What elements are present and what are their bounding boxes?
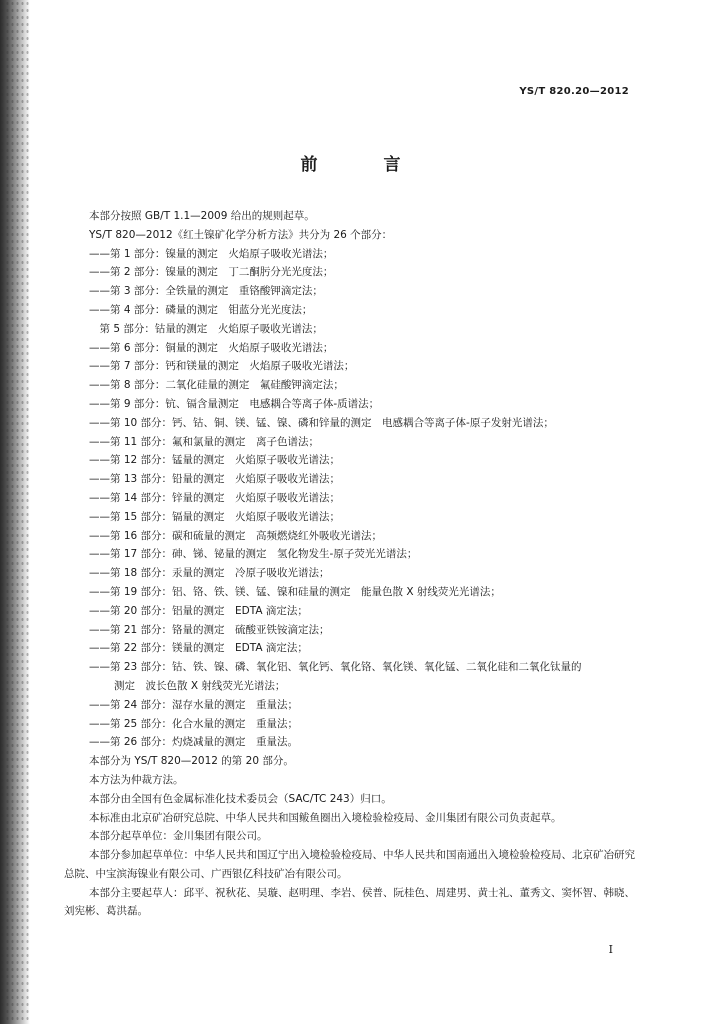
page-title: 前 言 bbox=[300, 155, 431, 175]
list-item: ——第 9 部分：钪、镉含量测定 电感耦合等离子体-质谱法； bbox=[89, 397, 380, 410]
list-item: ——第 16 部分：碳和硫量的测定 高频燃烧红外吸收光谱法； bbox=[89, 529, 383, 542]
list-item: ——第 7 部分：钙和镁量的测定 火焰原子吸收光谱法； bbox=[89, 360, 355, 373]
page-number: I bbox=[608, 943, 613, 956]
list-item: ——第 19 部分：铝、铬、铁、镁、锰、镍和硅量的测定 能量色散 X 射线荧光光谱法； bbox=[89, 585, 501, 598]
list-item: ——第 2 部分：镍量的测定 丁二酮肟分光光度法； bbox=[89, 266, 334, 279]
paragraph: 本方法为仲裁方法。 bbox=[89, 773, 184, 786]
document-body bbox=[64, 207, 637, 921]
list-item: ——第 4 部分：磷量的测定 钼蓝分光光度法； bbox=[89, 303, 313, 316]
paragraph: 本部分起草单位：金川集团有限公司。 bbox=[89, 830, 268, 843]
list-item: ——第 11 部分：氟和氯量的测定 离子色谱法； bbox=[89, 435, 320, 448]
list-item: ——第 20 部分：铝量的测定 EDTA 滴定法； bbox=[89, 604, 308, 617]
paragraph: 本部分由全国有色金属标准化技术委员会（SAC/TC 243）归口。 bbox=[89, 792, 392, 805]
paragraph: 本部分为 YS/T 820—2012 的第 20 部分。 bbox=[89, 755, 294, 768]
list-item: ——第 25 部分：化合水量的测定 重量法； bbox=[89, 717, 299, 730]
list-item: ——第 6 部分：铜量的测定 火焰原子吸收光谱法； bbox=[89, 341, 334, 354]
list-item: ——第 21 部分：铬量的测定 硫酸亚铁铵滴定法； bbox=[89, 623, 330, 636]
list-item: ——第 23 部分：钴、铁、镍、磷、氧化铝、氧化钙、氧化铬、氧化镁、氧化锰、二氧化硅和二氧化钛量的 bbox=[89, 661, 582, 674]
paragraph: 本部分按照 GB/T 1.1—2009 给出的规则起草。 bbox=[89, 210, 315, 222]
list-item: ——第 8 部分：二氧化硅量的测定 氟硅酸钾滴定法； bbox=[89, 379, 344, 392]
list-item: ——第 14 部分：锌量的测定 火焰原子吸收光谱法； bbox=[89, 491, 341, 504]
list-item: ——第 3 部分：全铁量的测定 重铬酸钾滴定法； bbox=[89, 285, 323, 298]
list-item: ——第 18 部分：汞量的测定 冷原子吸收光谱法； bbox=[89, 567, 330, 580]
paragraph: 本标准由北京矿冶研究总院、中华人民共和国鲅鱼圈出入境检验检疫局、金川集团有限公司负责起草。 bbox=[89, 811, 562, 824]
list-item: ——第 15 部分：镉量的测定 火焰原子吸收光谱法； bbox=[89, 510, 341, 523]
list-item: ——第 26 部分：灼烧减量的测定 重量法。 bbox=[89, 736, 299, 749]
paragraph: 本部分主要起草人：邱平、祝秋花、吴璇、赵明理、李岩、侯普、阮桂色、周建男、黄士礼、董秀文、窦怀智、韩晓、刘宪彬、葛洪磊。 bbox=[64, 886, 635, 918]
standard-number: YS/T 820.20—2012 bbox=[519, 86, 629, 97]
list-item: ——第 17 部分：砷、锑、铋量的测定 氢化物发生-原子荧光光谱法； bbox=[89, 548, 418, 561]
list-item: ——第 10 部分：钙、钴、铜、镁、锰、镍、磷和锌量的测定 电感耦合等离子体-原子发射光谱法； bbox=[89, 416, 554, 429]
paragraph: 本部分参加起草单位：中华人民共和国辽宁出入境检验检疫局、中华人民共和国南通出入境检验检疫局、北京矿冶研究总院、中宝滨海镍业有限公司、广西银亿科技矿冶有限公司。 bbox=[64, 849, 635, 880]
list-item: ——第 12 部分：锰量的测定 火焰原子吸收光谱法； bbox=[89, 454, 341, 467]
paragraph: YS/T 820—2012《红土镍矿化学分析方法》共分为 26 个部分： bbox=[89, 228, 393, 241]
list-item: ——第 24 部分：湿存水量的测定 重量法； bbox=[89, 698, 299, 711]
list-item: ——第 1 部分：镍量的测定 火焰原子吸收光谱法； bbox=[89, 247, 334, 260]
list-item: ——第 22 部分：镁量的测定 EDTA 滴定法； bbox=[89, 642, 308, 655]
list-item-continuation: 测定 波长色散 X 射线荧光光谱法； bbox=[114, 679, 286, 692]
list-item: 第 5 部分：钴量的测定 火焰原子吸收光谱法； bbox=[89, 322, 323, 335]
list-item: ——第 13 部分：铅量的测定 火焰原子吸收光谱法； bbox=[89, 473, 341, 486]
